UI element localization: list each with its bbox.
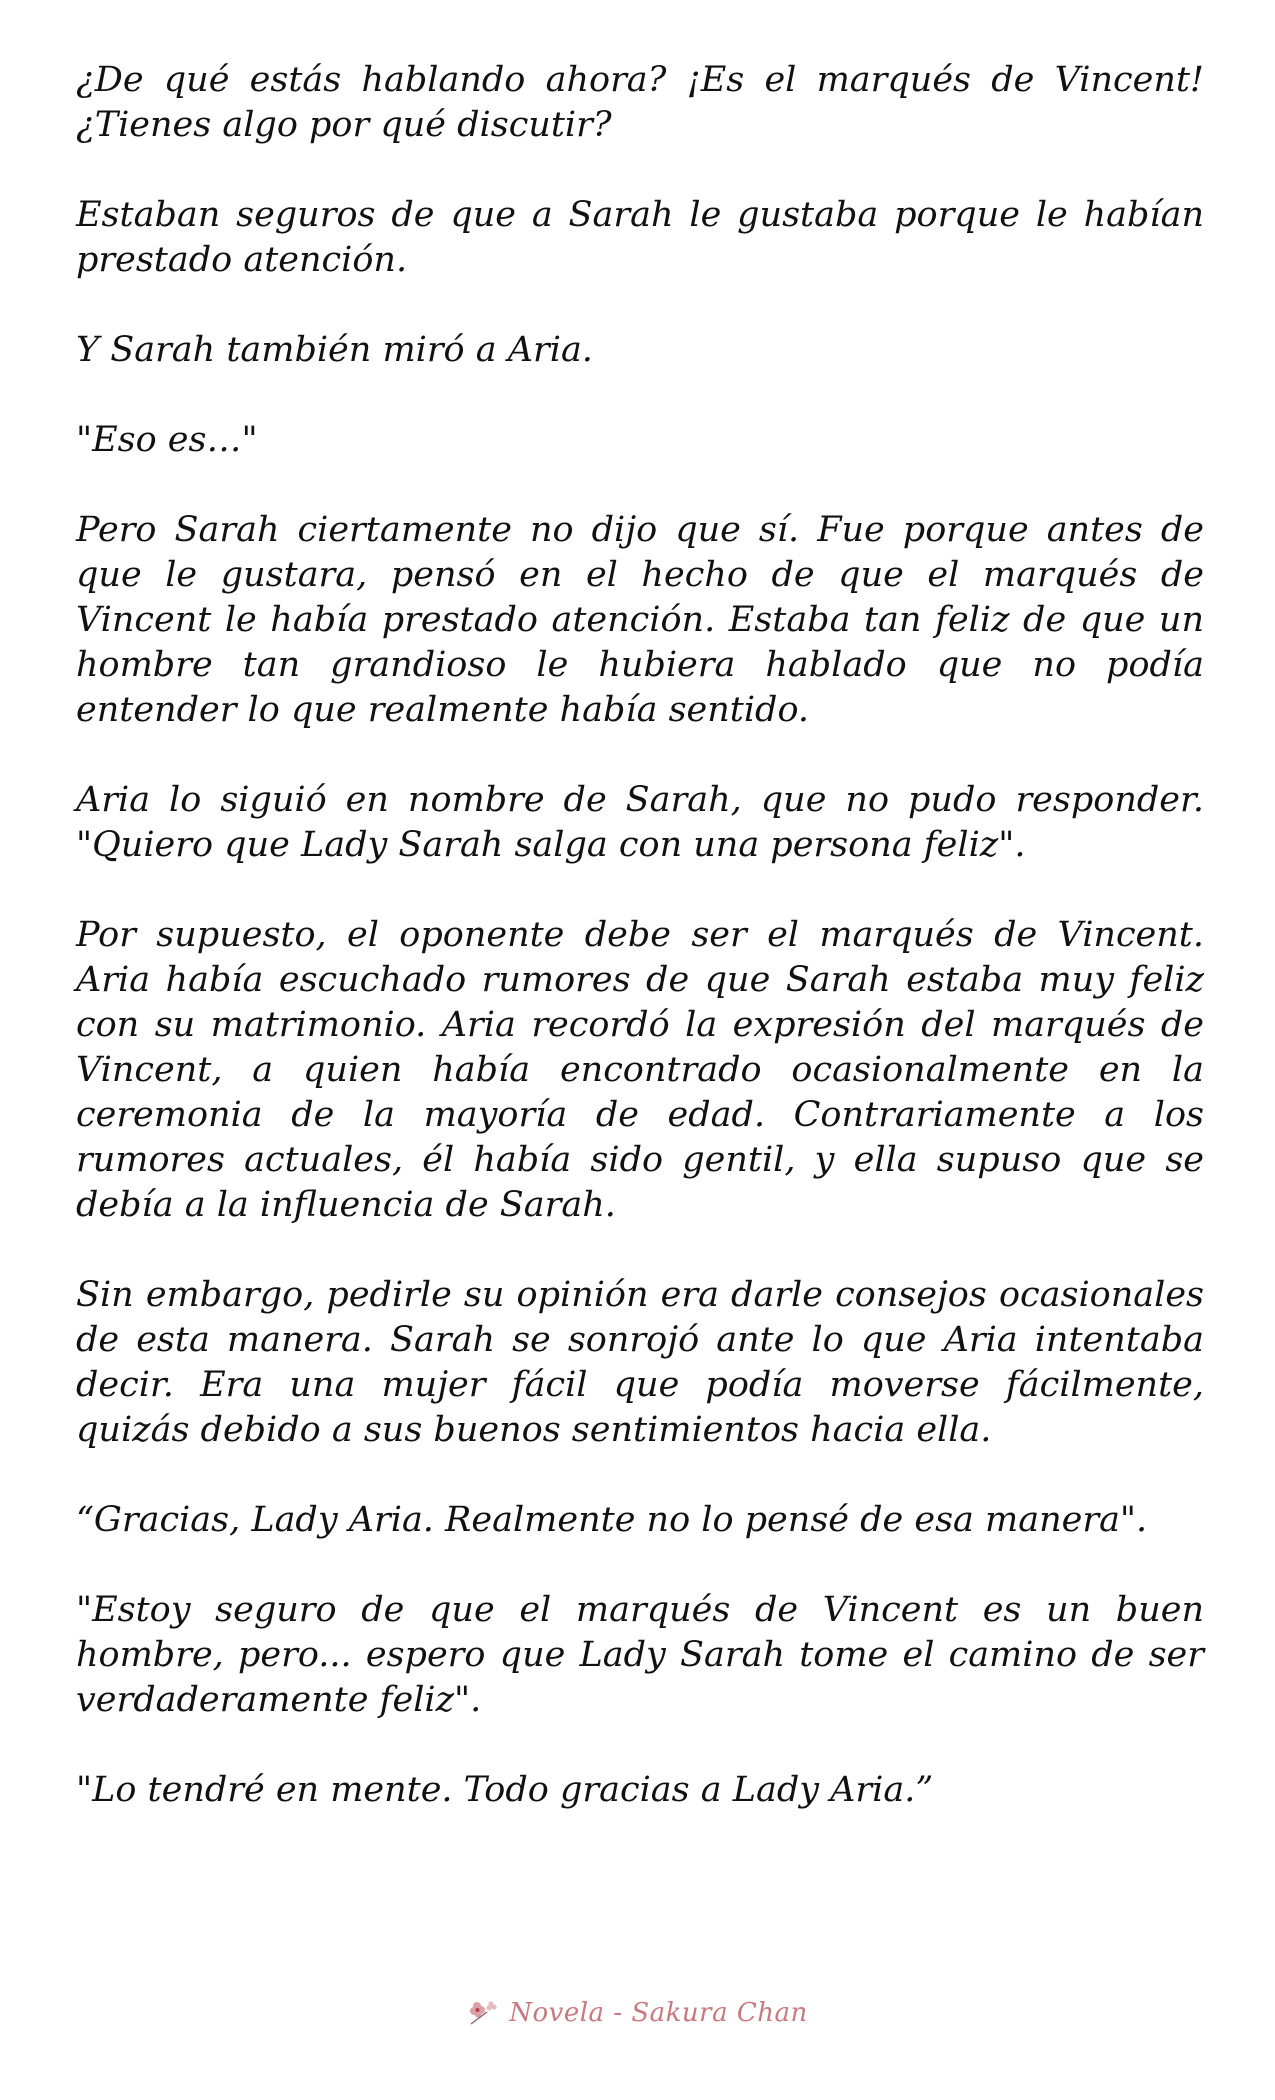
- paragraph: "Estoy seguro de que el marqués de Vincent es un buen hombre, pero... espero que Lady Sarah tome el camino de ser verdaderamente feliz".: [76, 1590, 1204, 1720]
- watermark-text: Novela - Sakura Chan: [509, 1998, 808, 2028]
- paragraph: “Gracias, Lady Aria. Realmente no lo pensé de esa manera".: [76, 1500, 1148, 1540]
- chapter-text: [76, 58, 1204, 1858]
- paragraph: "Lo tendré en mente. Todo gracias a Lady Aria.”: [76, 1770, 934, 1810]
- paragraph: Por supuesto, el oponente debe ser el marqués de Vincent. Aria había escuchado rumores de que Sarah estaba muy feliz con su matrimonio. Aria recordó la expresión del marqués de Vincent, a quien había encontrado ocasionalmente en la ceremonia de la mayoría de edad. Contrariamente a los rumores actuales, él había sido gentil, y ella supuso que se debía a la influencia de Sarah.: [76, 915, 1204, 1225]
- watermark: [0, 1998, 1275, 2033]
- paragraph: Sin embargo, pedirle su opinión era darle consejos ocasionales de esta manera. Sarah se sonrojó ante lo que Aria intentaba decir. Era una mujer fácil que podía moverse fácilmente, quizás debido a sus buenos sentimientos hacia ella.: [76, 1275, 1204, 1450]
- paragraph: Estaban seguros de que a Sarah le gustaba porque le habían prestado atención.: [76, 195, 1204, 280]
- paragraph: "Eso es…": [76, 420, 258, 460]
- watermark-inner: [467, 1998, 808, 2028]
- paragraph: Pero Sarah ciertamente no dijo que sí. Fue porque antes de que le gustara, pensó en el hecho de que el marqués de Vincent le había prestado atención. Estaba tan feliz de que un hombre tan grandioso le hubiera hablado que no podía entender lo que realmente había sentido.: [76, 510, 1204, 730]
- cherry-blossom-icon: [467, 1998, 501, 2028]
- paragraph: Y Sarah también miró a Aria.: [76, 330, 593, 370]
- paragraph: Aria lo siguió en nombre de Sarah, que no pudo responder. "Quiero que Lady Sarah salga con una persona feliz".: [76, 780, 1204, 865]
- paragraph: ¿De qué estás hablando ahora? ¡Es el marqués de Vincent! ¿Tienes algo por qué discutir?: [76, 60, 1204, 145]
